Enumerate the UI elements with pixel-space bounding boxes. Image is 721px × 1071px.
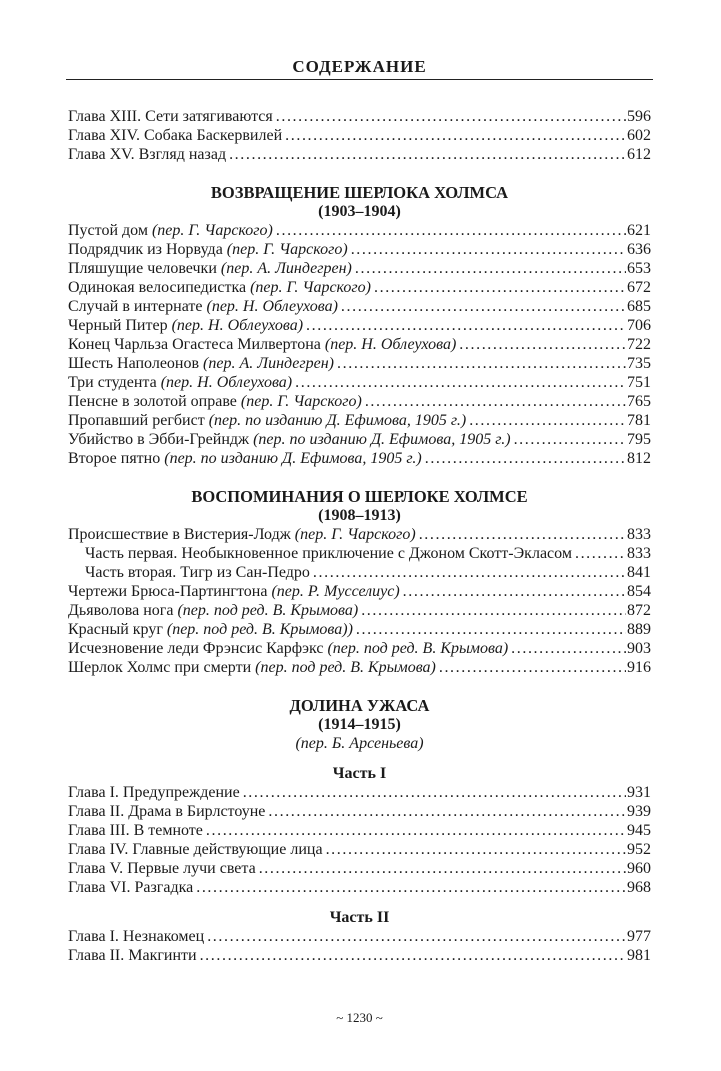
entry-title: Глава XV. Взгляд назад <box>68 146 227 163</box>
entry-translator: (пер. Н. Облеухова) <box>206 298 338 315</box>
entry-translator: (пер. Г. Чарского) <box>151 222 273 239</box>
entry-page: 968 <box>627 879 651 896</box>
toc-entry[interactable] <box>68 783 651 802</box>
entry-title: Пустой дом <box>68 222 148 239</box>
entry-title: Убийство в Эбби-Грейндж <box>68 431 250 448</box>
dot-leader <box>259 859 626 878</box>
entry-title: Глава XIII. Сети затягиваются <box>68 108 273 125</box>
toc-entry[interactable] <box>68 840 651 859</box>
dot-leader <box>268 802 626 821</box>
toc-entry[interactable] <box>68 430 651 449</box>
entry-title: Глава II. Драма в Бирлстоуне <box>68 803 266 820</box>
toc-entry[interactable] <box>68 354 651 373</box>
dot-leader <box>276 107 626 126</box>
dot-leader <box>206 821 626 840</box>
section-parts <box>68 764 651 965</box>
entry-page: 812 <box>627 450 651 467</box>
entry-translator: (пер. по изданию Д. Ефимова, 1905 г.) <box>164 450 422 467</box>
dot-leader <box>514 430 626 449</box>
entry-page: 602 <box>627 127 651 144</box>
page-number: ~ 1230 ~ <box>336 1010 383 1025</box>
toc-entry[interactable] <box>68 563 651 582</box>
entry-page: 765 <box>627 393 651 410</box>
entry-title: Глава V. Первые лучи света <box>68 860 256 877</box>
dot-leader <box>419 525 626 544</box>
entry-page: 872 <box>627 602 651 619</box>
dot-leader <box>469 411 626 430</box>
section-years: (1914–1915) <box>318 716 401 733</box>
dot-leader <box>337 354 626 373</box>
section-years: (1903–1904) <box>318 203 401 220</box>
entry-page: 981 <box>627 947 651 964</box>
entry-title: Глава XIV. Собака Баскервилей <box>68 127 283 144</box>
section-heading: ВОСПОМИНАНИЯ О ШЕРЛОКЕ ХОЛМСЕ <box>191 487 528 506</box>
dot-leader <box>243 783 626 802</box>
toc-entry[interactable] <box>68 859 651 878</box>
toc-entry[interactable] <box>68 335 651 354</box>
toc-entry[interactable] <box>68 449 651 468</box>
entry-title: Пропавший регбист <box>68 412 205 429</box>
entry-page: 952 <box>627 841 651 858</box>
toc-section <box>68 487 651 677</box>
entry-page: 653 <box>627 260 651 277</box>
entry-title: Глава IV. Главные действующие лица <box>68 841 323 858</box>
entry-page: 833 <box>627 526 651 543</box>
entry-page: 685 <box>627 298 651 315</box>
toc-entry[interactable] <box>68 297 651 316</box>
toc-section <box>68 107 651 164</box>
toc-entry[interactable] <box>68 946 651 965</box>
entry-translator: (пер. Н. Облеухова) <box>160 374 293 391</box>
dot-leader <box>229 145 626 164</box>
toc-entry[interactable] <box>68 145 651 164</box>
toc-entry[interactable] <box>68 126 651 145</box>
toc-entry[interactable] <box>68 658 651 677</box>
section-parts <box>68 525 651 677</box>
entry-page: 977 <box>627 928 651 945</box>
toc-part <box>68 764 651 897</box>
table-of-contents <box>68 107 651 965</box>
entry-title: Пляшущие человечки <box>68 260 217 277</box>
dot-leader <box>306 316 626 335</box>
entry-title: Случай в интернате <box>68 298 203 315</box>
entry-page: 596 <box>627 108 651 125</box>
entry-title: Глава VI. Разгадка <box>68 879 194 896</box>
toc-part <box>68 908 651 965</box>
dot-leader <box>403 582 626 601</box>
dot-leader <box>285 126 626 145</box>
entry-title: Три студента <box>68 374 157 391</box>
entry-title: Происшествие в Вистерия-Лодж <box>68 526 291 543</box>
entry-translator: (пер. Г. Чарского) <box>240 393 362 410</box>
entry-page: 960 <box>627 860 651 877</box>
entry-translator: (пер. Г. Чарского) <box>250 279 371 296</box>
toc-part <box>68 525 651 677</box>
dot-leader <box>575 544 626 563</box>
entry-title: Чертежи Брюса-Партингтона <box>68 583 268 600</box>
section-parts <box>68 221 651 468</box>
toc-entry[interactable] <box>68 620 651 639</box>
part-heading: Часть I <box>332 765 387 782</box>
entry-translator: (пер. Р. Мусселиус) <box>271 583 400 600</box>
toc-entry[interactable] <box>68 544 651 563</box>
entry-translator: (пер. под ред. В. Крымова) <box>177 602 359 619</box>
entry-page: 945 <box>627 822 651 839</box>
toc-part <box>68 221 651 468</box>
section-heading: ДОЛИНА УЖАСА <box>289 696 430 715</box>
entry-page: 903 <box>627 640 651 657</box>
entry-translator: (пер. под ред. В. Крымова) <box>255 659 436 676</box>
dot-leader <box>341 297 626 316</box>
toc-entry[interactable] <box>68 927 651 946</box>
entry-title: Одинокая велосипедистка <box>68 279 247 296</box>
entry-translator: (пер. под ред. В. Крымова)) <box>166 621 353 638</box>
toc-entry[interactable] <box>68 582 651 601</box>
toc-entry[interactable] <box>68 373 651 392</box>
entry-page: 795 <box>627 431 651 448</box>
entry-title: Шерлок Холмс при смерти <box>68 659 252 676</box>
entry-title: Часть первая. Необыкновенное приключение с Джоном Скотт-Экласом <box>85 545 572 562</box>
dot-leader <box>361 601 626 620</box>
toc-section <box>68 183 651 468</box>
dot-leader <box>200 946 626 965</box>
toc-entry[interactable] <box>68 221 651 240</box>
entry-page: 939 <box>627 803 651 820</box>
toc-entry[interactable] <box>68 259 651 278</box>
entry-translator: (пер. по изданию Д. Ефимова, 1905 г.) <box>253 431 511 448</box>
dot-leader <box>207 927 626 946</box>
entry-page: 751 <box>627 374 651 391</box>
entry-translator: (пер. Г. Чарского) <box>226 241 348 258</box>
section-years: (1908–1913) <box>318 507 401 524</box>
dot-leader <box>351 240 626 259</box>
part-heading: Часть II <box>329 909 390 926</box>
entry-page: 612 <box>627 146 651 163</box>
toc-entry[interactable] <box>68 107 651 126</box>
dot-leader <box>374 278 626 297</box>
toc-entry[interactable] <box>68 278 651 297</box>
entry-page: 722 <box>627 336 651 353</box>
entry-title: Дьяволова нога <box>68 602 174 619</box>
toc-entry[interactable] <box>68 240 651 259</box>
entry-title: Глава I. Предупреждение <box>68 784 240 801</box>
entry-title: Глава III. В темноте <box>68 822 203 839</box>
toc-entry[interactable] <box>68 411 651 430</box>
toc-entry[interactable] <box>68 392 651 411</box>
dot-leader <box>276 221 626 240</box>
toc-entry[interactable] <box>68 639 651 658</box>
dot-leader <box>356 620 626 639</box>
entry-translator: (пер. А. Линдегрен) <box>203 355 335 372</box>
title-rule <box>66 79 653 80</box>
entry-page: 833 <box>627 545 651 562</box>
entry-page: 854 <box>627 583 651 600</box>
entry-page: 706 <box>627 317 651 334</box>
toc-entry[interactable] <box>68 878 651 897</box>
toc-entry[interactable] <box>68 802 651 821</box>
entry-page: 841 <box>627 564 651 581</box>
toc-entry[interactable] <box>68 601 651 620</box>
dot-leader <box>459 335 626 354</box>
entry-page: 889 <box>627 621 651 638</box>
entry-page: 916 <box>627 659 651 676</box>
dot-leader <box>295 373 626 392</box>
section-translator: (пер. Б. Арсеньева) <box>295 735 424 752</box>
toc-entry[interactable] <box>68 821 651 840</box>
entry-translator: (пер. под ред. В. Крымова) <box>327 640 509 657</box>
toc-entry[interactable] <box>68 525 651 544</box>
entry-title: Часть вторая. Тигр из Сан-Педро <box>85 564 310 581</box>
entry-title: Подрядчик из Норвуда <box>68 241 223 258</box>
entry-title: Шесть Наполеонов <box>68 355 200 372</box>
dot-leader <box>365 392 626 411</box>
entry-translator: (пер. Г. Чарского) <box>294 526 416 543</box>
entry-title: Конец Чарльза Огастеса Милвертона <box>68 336 321 353</box>
dot-leader <box>439 658 626 677</box>
entry-title: Глава I. Незнакомец <box>68 928 205 945</box>
entry-title: Пенсне в золотой оправе <box>68 393 237 410</box>
entry-title: Глава II. Макгинти <box>68 947 197 964</box>
dot-leader <box>313 563 626 582</box>
section-parts <box>68 107 651 164</box>
dot-leader <box>425 449 626 468</box>
entry-page: 672 <box>627 279 651 296</box>
entry-translator: (пер. Н. Облеухова) <box>171 317 304 334</box>
dot-leader <box>511 639 626 658</box>
section-heading: ВОЗВРАЩЕНИЕ ШЕРЛОКА ХОЛМСА <box>210 183 509 202</box>
entry-page: 621 <box>627 222 651 239</box>
entry-page: 931 <box>627 784 651 801</box>
entry-title: Черный Питер <box>68 317 168 334</box>
page-title: СОДЕРЖАНИЕ <box>292 57 427 76</box>
entry-page: 636 <box>627 241 651 258</box>
toc-part <box>68 107 651 164</box>
entry-title: Второе пятно <box>68 450 161 467</box>
dot-leader <box>326 840 626 859</box>
entry-translator: (пер. А. Линдегрен) <box>220 260 352 277</box>
entry-title: Исчезновение леди Фрэнсис Карфэкс <box>68 640 324 657</box>
entry-translator: (пер. по изданию Д. Ефимова, 1905 г.) <box>208 412 467 429</box>
entry-page: 735 <box>627 355 651 372</box>
entry-page: 781 <box>627 412 651 429</box>
toc-entry[interactable] <box>68 316 651 335</box>
entry-translator: (пер. Н. Облеухова) <box>324 336 457 353</box>
toc-section <box>68 696 651 965</box>
dot-leader <box>196 878 626 897</box>
entry-title: Красный круг <box>68 621 163 638</box>
dot-leader <box>355 259 626 278</box>
